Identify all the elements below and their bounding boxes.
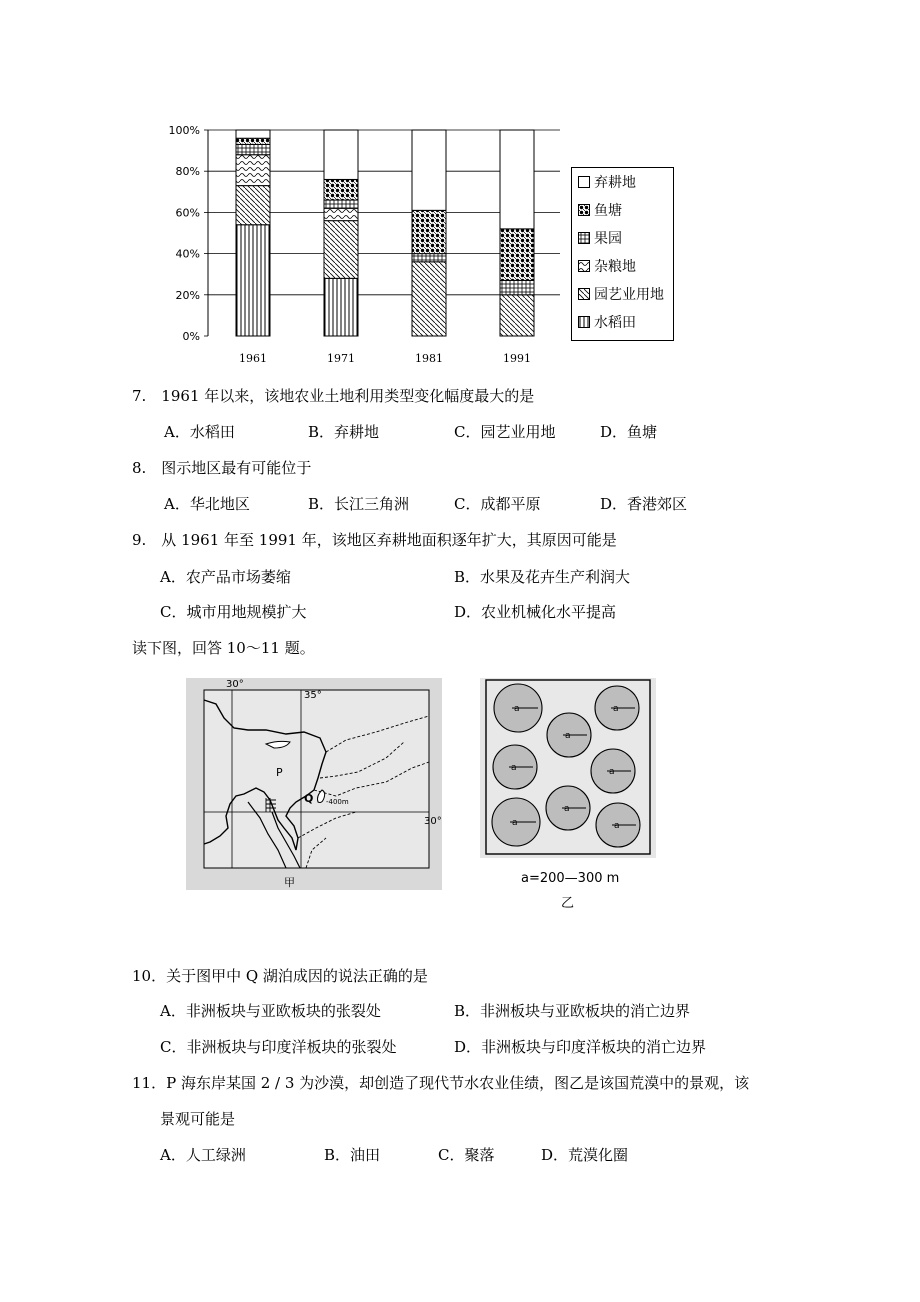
q8-option-d[interactable]: D．香港郊区 (600, 495, 688, 513)
legend-item (578, 230, 622, 248)
legend-swatch (578, 176, 590, 188)
bar-segment (324, 278, 358, 336)
bar-segment (236, 155, 270, 186)
x-tick-label: 1961 (239, 352, 267, 365)
q10-option-d[interactable]: D．非洲板块与印度洋板块的消亡边界 (454, 1038, 707, 1056)
question-7-stem: 7. 1961 年以来，该地农业土地利用类型变化幅度最大的是 (132, 387, 535, 405)
map-jia-frame (204, 690, 429, 868)
q10-option-b[interactable]: B．非洲板块与亚欧板块的消亡边界 (454, 1002, 691, 1020)
q7-option-a[interactable]: A．水稻田 (164, 423, 235, 441)
legend-label: 鱼塘 (594, 203, 622, 219)
legend-item (578, 174, 636, 192)
pivot-label: a (511, 763, 517, 773)
q11-option-b[interactable]: B．油田 (324, 1146, 381, 1164)
legend-label: 弃耕地 (594, 175, 636, 191)
bar-segment (324, 208, 358, 220)
x-tick-label: 1991 (503, 352, 531, 365)
pivot-label: a (565, 731, 571, 741)
legend-swatch (578, 316, 590, 328)
land-use-chart (160, 118, 560, 368)
bar-segment (500, 280, 534, 294)
question-8-stem: 8. 图示地区最有可能位于 (132, 459, 312, 477)
map-yi-caption: 乙 (561, 896, 575, 911)
q9-option-a[interactable]: A．农产品市场萎缩 (160, 568, 291, 586)
q10-option-a[interactable]: A．非洲板块与亚欧板块的张裂处 (160, 1002, 381, 1020)
question-9-stem: 9. 从 1961 年至 1991 年，该地区弃耕地面积逐年扩大，其原因可能是 (132, 531, 617, 549)
pivot-label: a (564, 804, 570, 814)
map-yi (480, 678, 656, 858)
q11-option-d[interactable]: D．荒漠化圈 (541, 1146, 629, 1164)
map-jia-caption: 甲 (284, 876, 295, 889)
label-lon-35: 35° (304, 690, 322, 701)
q9-option-d[interactable]: D．农业机械化水平提高 (454, 603, 617, 621)
pivot-label: a (614, 821, 620, 831)
legend-swatch (578, 260, 590, 272)
legend-swatch (578, 232, 590, 244)
bar-segment (500, 229, 534, 281)
legend-item (578, 258, 636, 276)
bar-segment (324, 221, 358, 279)
bar-segment (236, 186, 270, 225)
bar-segment (412, 262, 446, 336)
bar-segment (236, 144, 270, 154)
legend-item (578, 314, 636, 332)
map-jia (186, 678, 442, 890)
q8-option-c[interactable]: C．成都平原 (454, 495, 541, 513)
bar-segment (236, 130, 270, 138)
q8-option-b[interactable]: B．长江三角洲 (308, 495, 410, 513)
q7-option-d[interactable]: D．鱼塘 (600, 423, 658, 441)
chart-legend (571, 167, 674, 341)
q7-option-c[interactable]: C．园艺业用地 (454, 423, 556, 441)
label-lon-30: 30° (226, 679, 244, 690)
legend-swatch (578, 204, 590, 216)
bar-segment (412, 254, 446, 262)
reading-instruction: 读下图，回答 10～11 题。 (132, 639, 315, 657)
label-depth: -400m (326, 798, 349, 806)
y-tick-label: 0% (182, 330, 200, 343)
legend-swatch (578, 288, 590, 300)
map-yi-scale: a=200—300 m (521, 871, 620, 886)
y-tick-label: 100% (168, 124, 200, 137)
legend-label: 杂粮地 (594, 259, 636, 275)
label-p-sea: P (276, 766, 283, 779)
q8-option-a[interactable]: A．华北地区 (164, 495, 250, 513)
x-tick-label: 1981 (415, 352, 443, 365)
question-11-stem-line1: 11．P 海东岸某国 2 / 3 为沙漠，却创造了现代节水农业佳绩，图乙是该国荒漠中的景观，该 (132, 1074, 750, 1092)
q11-option-c[interactable]: C．聚落 (438, 1146, 495, 1164)
bar-segment (324, 130, 358, 179)
question-11-stem-line2: 景观可能是 (160, 1110, 236, 1128)
label-lat-30: 30° (424, 816, 442, 827)
bar-segment (412, 130, 446, 210)
question-10-stem: 10．关于图甲中 Q 湖泊成因的说法正确的是 (132, 967, 428, 985)
q7-option-b[interactable]: B．弃耕地 (308, 423, 380, 441)
q9-option-c[interactable]: C．城市用地规模扩大 (160, 603, 307, 621)
bar-segment (236, 225, 270, 336)
bar-segment (236, 138, 270, 144)
legend-label: 园艺业用地 (594, 287, 664, 303)
legend-label: 果园 (594, 231, 622, 247)
y-tick-label: 60% (175, 206, 200, 220)
bar-segment (412, 210, 446, 253)
y-tick-label: 80% (175, 165, 200, 179)
bar-segment (500, 295, 534, 336)
y-tick-label: 20% (175, 288, 200, 302)
bar-segment (324, 179, 358, 200)
label-q-lake: Q (304, 792, 314, 805)
q11-option-a[interactable]: A．人工绿洲 (160, 1146, 246, 1164)
q10-option-c[interactable]: C．非洲板块与印度洋板块的张裂处 (160, 1038, 397, 1056)
x-tick-label: 1971 (327, 352, 355, 365)
legend-item (578, 202, 622, 220)
bar-segment (500, 130, 534, 229)
bar-segment (324, 200, 358, 208)
legend-label: 水稻田 (594, 315, 636, 331)
y-tick-label: 40% (175, 247, 200, 261)
legend-item (578, 286, 664, 304)
q9-option-b[interactable]: B．水果及花卉生产利润大 (454, 568, 631, 586)
pivot-label: a (609, 767, 615, 777)
pivot-label: a (613, 704, 619, 714)
pivot-label: a (512, 818, 518, 828)
pivot-label: a (514, 704, 520, 714)
